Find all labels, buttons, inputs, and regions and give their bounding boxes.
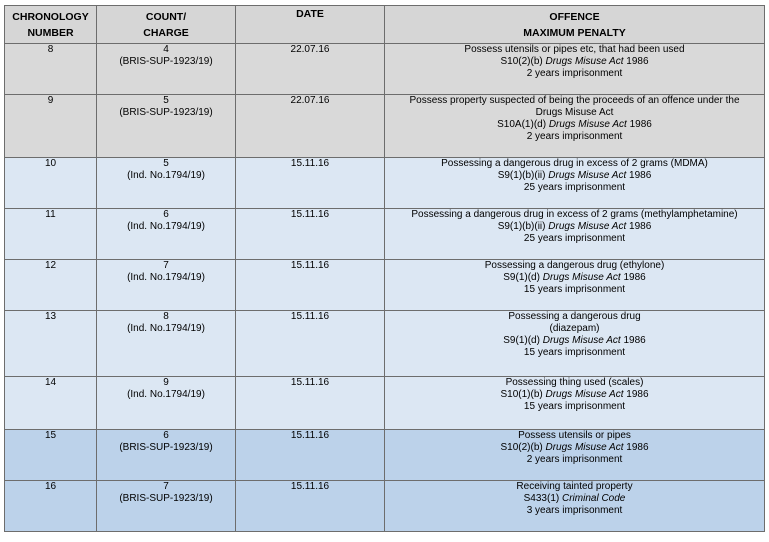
offence-cell: Possessing a dangerous drug in excess of 2 grams (MDMA) S9(1)(b)(ii) Drugs Misuse Act 1986 25 years imprisonment bbox=[385, 158, 765, 209]
table-row bbox=[5, 158, 765, 209]
chronology-number: 12 bbox=[5, 260, 97, 311]
table-row bbox=[5, 481, 765, 532]
chronology-number: 11 bbox=[5, 209, 97, 260]
offence-cell: Possessing thing used (scales) S10(1)(b) Drugs Misuse Act 1986 15 years imprisonment bbox=[385, 377, 765, 430]
date-cell: 22.07.16 bbox=[236, 44, 385, 95]
header-chronology: CHRONOLOGY NUMBER bbox=[5, 6, 97, 44]
date-cell: 15.11.16 bbox=[236, 430, 385, 481]
date-cell: 15.11.16 bbox=[236, 311, 385, 377]
count-charge: 6 (Ind. No.1794/19) bbox=[97, 209, 236, 260]
count-charge: 7 (BRIS-SUP-1923/19) bbox=[97, 481, 236, 532]
date-cell: 15.11.16 bbox=[236, 481, 385, 532]
offence-cell: Possessing a dangerous drug (diazepam) S9(1)(d) Drugs Misuse Act 1986 15 years imprisonment bbox=[385, 311, 765, 377]
table-row bbox=[5, 44, 765, 95]
offence-cell: Possess utensils or pipes S10(2)(b) Drugs Misuse Act 1986 2 years imprisonment bbox=[385, 430, 765, 481]
header-date: DATE bbox=[236, 6, 385, 44]
table-row bbox=[5, 260, 765, 311]
date-cell: 15.11.16 bbox=[236, 260, 385, 311]
table-row bbox=[5, 377, 765, 430]
offence-cell: Possessing a dangerous drug in excess of 2 grams (methylamphetamine) S9(1)(b)(ii) Drugs Misuse Act 1986 25 years imprisonment bbox=[385, 209, 765, 260]
chronology-number: 9 bbox=[5, 95, 97, 158]
date-cell: 15.11.16 bbox=[236, 377, 385, 430]
table-row bbox=[5, 209, 765, 260]
date-cell: 15.11.16 bbox=[236, 158, 385, 209]
header-count: COUNT/ CHARGE bbox=[97, 6, 236, 44]
date-cell: 15.11.16 bbox=[236, 209, 385, 260]
chronology-number: 14 bbox=[5, 377, 97, 430]
count-charge: 5 (Ind. No.1794/19) bbox=[97, 158, 236, 209]
count-charge: 9 (Ind. No.1794/19) bbox=[97, 377, 236, 430]
table-row bbox=[5, 430, 765, 481]
chronology-table bbox=[4, 5, 765, 532]
chronology-number: 10 bbox=[5, 158, 97, 209]
offence-cell: Receiving tainted property S433(1) Criminal Code 3 years imprisonment bbox=[385, 481, 765, 532]
chronology-number: 16 bbox=[5, 481, 97, 532]
chronology-number: 13 bbox=[5, 311, 97, 377]
date-cell: 22.07.16 bbox=[236, 95, 385, 158]
table-row bbox=[5, 311, 765, 377]
count-charge: 6 (BRIS-SUP-1923/19) bbox=[97, 430, 236, 481]
offence-cell: Possess utensils or pipes etc, that had been used S10(2)(b) Drugs Misuse Act 1986 2 years imprisonment bbox=[385, 44, 765, 95]
chronology-number: 8 bbox=[5, 44, 97, 95]
table-row bbox=[5, 95, 765, 158]
offence-cell: Possess property suspected of being the proceeds of an offence under the Drugs Misuse Act S10A(1)(d) Drugs Misuse Act 1986 2 years imprisonment bbox=[385, 95, 765, 158]
header-offence: OFFENCE MAXIMUM PENALTY bbox=[385, 6, 765, 44]
count-charge: 4 (BRIS-SUP-1923/19) bbox=[97, 44, 236, 95]
count-charge: 7 (Ind. No.1794/19) bbox=[97, 260, 236, 311]
offence-cell: Possessing a dangerous drug (ethylone) S9(1)(d) Drugs Misuse Act 1986 15 years imprisonment bbox=[385, 260, 765, 311]
chronology-number: 15 bbox=[5, 430, 97, 481]
count-charge: 8 (Ind. No.1794/19) bbox=[97, 311, 236, 377]
header-row bbox=[5, 6, 765, 44]
count-charge: 5 (BRIS-SUP-1923/19) bbox=[97, 95, 236, 158]
